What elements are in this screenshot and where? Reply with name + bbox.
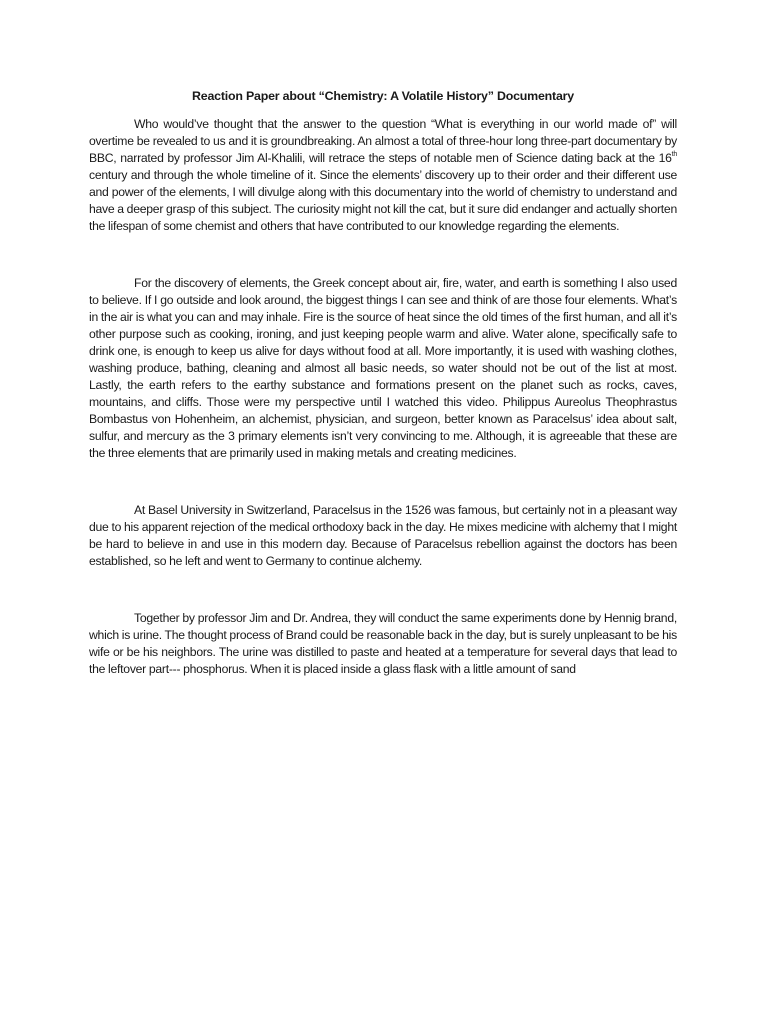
paragraph-3: At Basel University in Switzerland, Paracelsus in the 1526 was famous, but certainly not in a pleasant way due to his apparent rejection of the medical orthodoxy back in the day. He mixes medicine with alchemy that I might be hard to believe in and use in this modern day. Because of Paracelsus rebellion against the doctors has been established, so he left and went to Germany to continue alchemy.: [89, 503, 677, 568]
paragraph-1: [89, 116, 677, 235]
paragraph-2: For the discovery of elements, the Greek concept about air, fire, water, and earth is something I also used to believe. If I go outside and look around, the biggest things I can see and think of are those four elements. What’s in the air is what you can and may inhale. Fire is the source of heat since the old times of the first human, and all it’s other purpose such as cooking, ironing, and just keeping people warm and alive. Water alone, specifically safe to drink one, is enough to keep us alive for days without food at all. More importantly, it is used with washing clothes, washing produce, bathing, cleaning and almost all basic needs, so water should not be out of the list at most. Lastly, the earth refers to the earthy substance and formations present on the planet such as rocks, caves, mountains, and cliffs. Those were my perspective until I watched this video. Philippus Aureolus Theophrastus Bombastus von Hohenheim, an alchemist, physician, and surgeon, better known as Paracelsus’ idea about salt, sulfur, and mercury as the 3 primary elements isn’t very convincing to me. Although, it is agreeable that these are the three elements that are primarily used in making metals and creating medicines.: [89, 276, 677, 460]
ordinal-superscript: th: [671, 150, 677, 158]
paragraph-4: Together by professor Jim and Dr. Andrea, they will conduct the same experiments done by Hennig brand, which is urine. The thought process of Brand could be reasonable back in the day, but is surely unpleasant to be his wife or be his neighbors. The urine was distilled to paste and heated at a temperature for several days that lead to the leftover part--- phosphorus. When it is placed inside a glass flask with a little amount of sand: [89, 611, 677, 676]
document-title: Reaction Paper about “Chemistry: A Volatile History” Documentary: [192, 89, 574, 103]
paragraph-1-text-a: Who would’ve thought that the answer to the question “What is everything in our world made of” will overtime be revealed to us and it is groundbreaking. An almost a total of three-hour long three-part documentary by BBC, narrated by professor Jim Al-Khalili, will retrace the steps of notable men of Science dating back at the 16: [89, 117, 677, 165]
document-page: [89, 88, 677, 678]
paragraph-1-text-b: century and through the whole timeline of it. Since the elements’ discovery up to their order and their different use and power of the elements, I will divulge along with this documentary into the world of chemistry to understand and have a deeper grasp of this subject. The curiosity might not kill the cat, but it sure did endanger and actually shorten the lifespan of some chemist and others that have contributed to our knowledge regarding the elements.: [89, 168, 677, 233]
